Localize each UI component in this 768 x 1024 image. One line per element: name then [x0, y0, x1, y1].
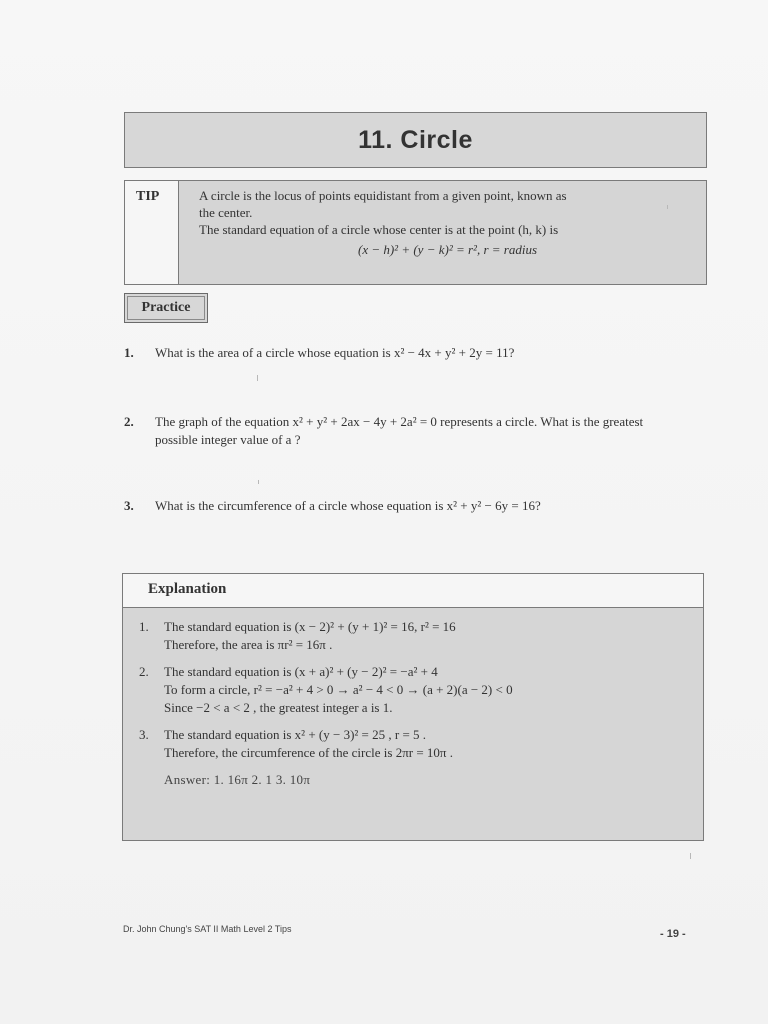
- title-banner: [124, 112, 707, 168]
- answer-line: Answer: 1. 16π 2. 1 3. 10π: [164, 772, 311, 787]
- item-line: The standard equation is (x + a)² + (y − 2)² = −a² + 4: [164, 664, 438, 679]
- item-number: 2.: [139, 664, 149, 679]
- item-line: The standard equation is (x − 2)² + (y + 1)² = 16, r² = 16: [164, 619, 456, 634]
- item-number: 1.: [139, 619, 149, 634]
- problem-text: What is the circumference of a circle whose equation is x² + y² − 6y = 16?: [155, 498, 541, 513]
- footer-book-title: Dr. John Chung's SAT II Math Level 2 Tips: [123, 924, 292, 934]
- tip-line-2: the center.: [199, 205, 253, 220]
- tip-formula: (x − h)² + (y − k)² = r², r = radius: [357, 242, 538, 257]
- problem-2: [124, 413, 694, 449]
- item-line: Therefore, the circumference of the circle is 2πr = 10π .: [164, 745, 453, 760]
- explanation-heading: Explanation: [123, 574, 703, 608]
- explanation-item-2: [139, 663, 689, 717]
- item-line: Therefore, the area is πr² = 16π .: [164, 637, 333, 652]
- problem-text-cont: possible integer value of a ?: [155, 432, 301, 447]
- tip-line-3: The standard equation of a circle whose center is at the point (h, k) is: [199, 222, 559, 237]
- scan-speck: [690, 853, 691, 859]
- problem-1: [124, 344, 694, 362]
- footer-page-number: - 19 -: [660, 928, 686, 940]
- item-line: To form a circle, r² = −a² + 4 > 0 → a² − 4 < 0 → (a + 2)(a − 2) < 0: [164, 682, 513, 697]
- tip-box: [124, 180, 707, 285]
- problem-3: [124, 497, 694, 515]
- practice-label-box: [124, 293, 208, 323]
- tip-label: TIP: [125, 181, 179, 284]
- item-line: The standard equation is x² + (y − 3)² = 25 , r = 5 .: [164, 727, 427, 742]
- tip-content: [179, 181, 706, 284]
- item-number: 3.: [139, 727, 149, 742]
- tip-line-1: A circle is the locus of points equidistant from a given point, known as: [199, 188, 567, 203]
- page-title: 11. Circle: [358, 125, 473, 154]
- scan-speck: [667, 205, 668, 209]
- problem-text: The graph of the equation x² + y² + 2ax − 4y + 2a² = 0 represents a circle. What is the greatest: [155, 414, 644, 429]
- explanation-box: [122, 573, 704, 841]
- item-line: Since −2 < a < 2 , the greatest integer a is 1.: [164, 700, 393, 715]
- explanation-item-3: [139, 726, 689, 762]
- problem-number: 1.: [124, 345, 134, 360]
- scan-speck: [257, 375, 258, 381]
- scan-speck: [258, 480, 259, 484]
- explanation-item-1: [139, 618, 689, 654]
- explanation-body: [123, 608, 703, 840]
- practice-label: Practice: [127, 296, 205, 320]
- problem-number: 3.: [124, 498, 134, 513]
- problem-text: What is the area of a circle whose equation is x² − 4x + y² + 2y = 11?: [155, 345, 515, 360]
- problem-number: 2.: [124, 414, 134, 429]
